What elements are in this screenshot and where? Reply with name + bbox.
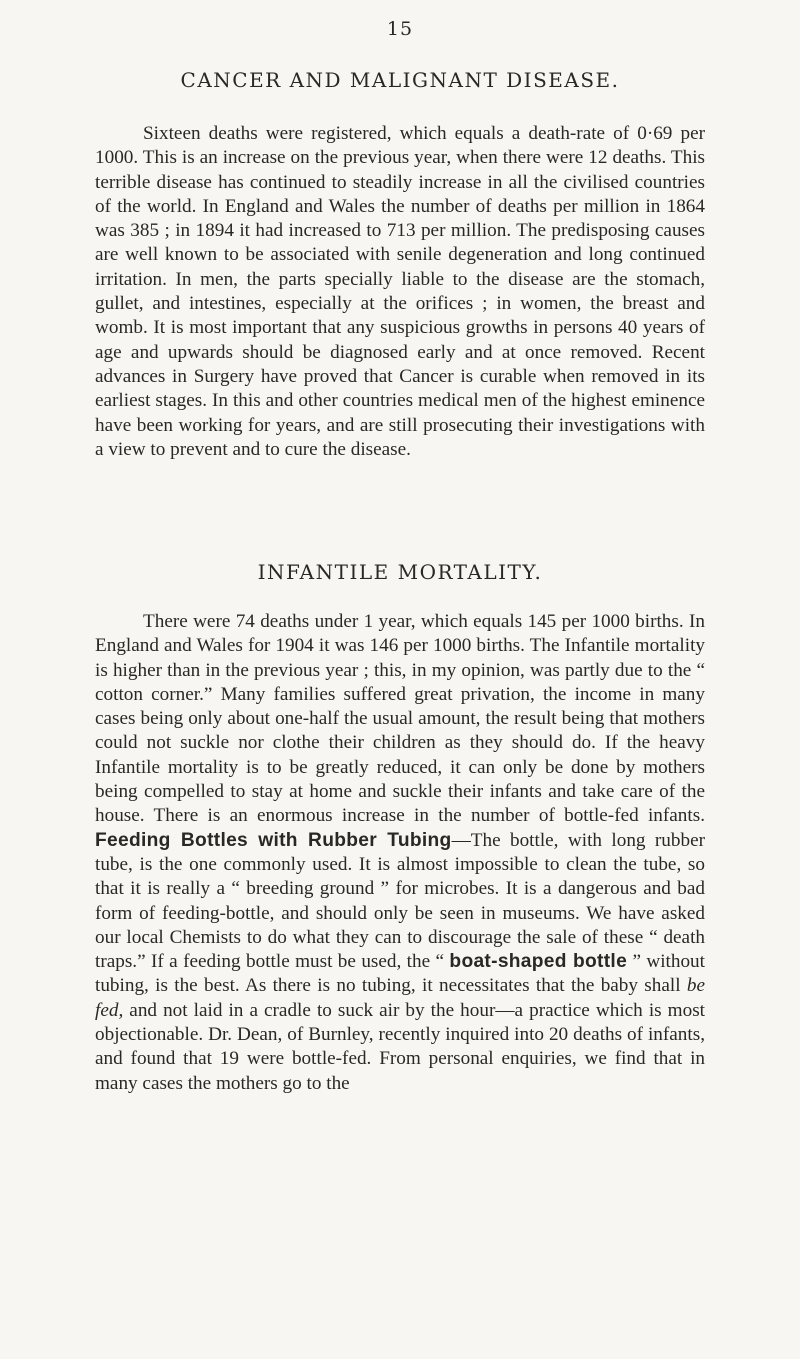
page-number: 15: [386, 18, 414, 40]
text-segment: There were 74 deaths under 1 year, which equals 145 per 1000 births. In England and Wales for 1904 it was 146 per 1000 births. The Infantile mortality is higher than in the previous year ; this, in my opinion, was partly due to the “ cotton corner.” Many families suffered great privation, the income in many cases being only about one-half the usual amount, the result being that mothers could not suckle nor clothe their children as they should do. If the heavy Infantile mortality is to be greatly reduced, it can only be done by mothers being compelled to stay at home and suckle their infants and take care of the house. There is an enormous increase in the number of bottle-fed infants.: [95, 611, 705, 827]
section-heading-cancer: CANCER AND MALIGNANT DISEASE.: [180, 68, 620, 92]
section-heading-infantile-mortality: INFANTILE MORTALITY.: [257, 560, 543, 584]
text-segment: —The bottle, with long rubber tube, is the one commonly used. It is almost impossible to clean the tube, so that it is really a “ breeding ground ” for microbes. It is a dangerous and bad form of feeding-bottle, and should only be seen in museums. We have asked our local Chemists to do what they can to discourage the sale of these “ death traps.” If a feeding bottle must be used, the “: [95, 829, 705, 973]
emphasis-be-fed: be fed,: [95, 975, 705, 1021]
paragraph-cancer: Sixteen deaths were registered, which equals a death-rate of 0·69 per 1000. This is an increase on the previous year, when there were 12 deaths. This terrible disease has continued to steadily increase in all the civilised countries of the world. In England and Wales the number of deaths per million in 1864 was 385 ; in 1894 it had increased to 713 per million. The predisposing causes are well known to be associated with senile degeneration and long continued irritation. In men, the parts specially liable to the disease are the stomach, gullet, and intestines, especially at the orifices ; in women, the breast and womb. It is most important that any suspicious growths in persons 40 years of age and upwards should be diagnosed early and at once removed. Recent advances in Surgery have proved that Cancer is curable when removed in its earliest stages. In this and other countries medical men of the highest eminence have been working for years, and are still prosecuting their investigations with a view to prevent and to cure the disease.: [95, 123, 705, 460]
text-segment: and not laid in a cradle to suck air by the hour—a practice which is most objectionable. Dr. Dean, of Burnley, recently inquired into 20 deaths of infants, and found that 19 were bottle-fed. From personal enquiries, we find that in many cases the mothers go to the: [95, 999, 705, 1094]
subheading-feeding-bottles: Feeding Bottles with Rubber Tubing: [95, 829, 452, 851]
text-segment: ” without tubing, is the best. As there is no tubing, it necessitates that the baby shall: [95, 951, 705, 997]
paragraph-infantile-mortality: [95, 610, 705, 1096]
emphasis-boat-shaped-bottle: boat-shaped bottle: [449, 951, 628, 973]
